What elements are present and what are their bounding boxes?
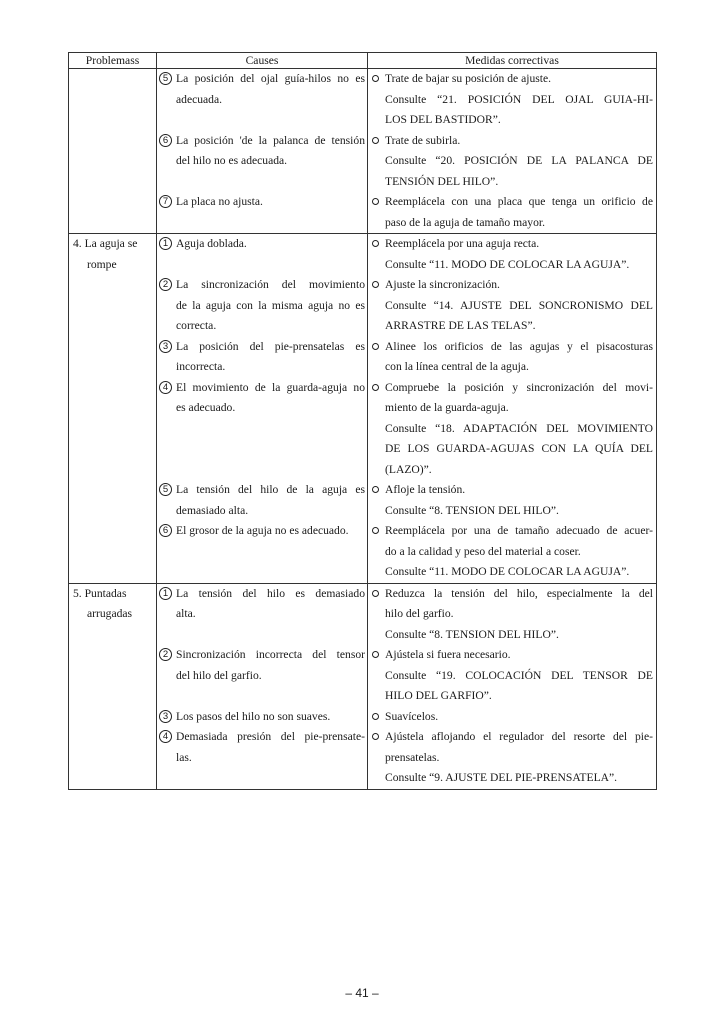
bullet-icon bbox=[372, 713, 379, 720]
circled-number: 1 bbox=[159, 237, 172, 250]
cause-text: correcta. bbox=[176, 319, 217, 332]
measure-text: paso de la aguja de tamaño mayor. bbox=[385, 215, 546, 229]
cause-text: de la aguja con la misma aguja no es bbox=[176, 298, 365, 312]
table-row bbox=[69, 583, 657, 789]
troubleshooting-table bbox=[68, 52, 657, 790]
bullet-icon bbox=[372, 651, 379, 658]
measure-text: hilo del garfio. bbox=[385, 607, 454, 620]
cause-text: del hilo del garfio. bbox=[176, 668, 262, 682]
circled-number: 2 bbox=[159, 278, 172, 291]
bullet-icon bbox=[372, 75, 379, 82]
measure-text: Trate de bajar su posición de ajuste. bbox=[385, 72, 552, 85]
measure-text: Consulte “21. POSICIÓN DEL OJAL GUIA-HI- bbox=[385, 92, 653, 106]
measure-text: Ajústela aflojando el regulador del resorte del pie- bbox=[385, 730, 653, 743]
measure-item bbox=[368, 337, 656, 378]
measures-cell bbox=[368, 583, 657, 789]
measure-item bbox=[368, 275, 656, 337]
measure-text: Ajuste la sincronización. bbox=[385, 278, 500, 291]
measure-text: Consulte “18. ADAPTACIÓN DEL MOVIMIENTO bbox=[385, 421, 653, 435]
bullet-icon bbox=[372, 281, 379, 288]
problem-text: arrugadas bbox=[87, 607, 133, 620]
measure-text: Compruebe la posición y sincronización del movi- bbox=[385, 380, 653, 394]
measure-item bbox=[368, 378, 656, 481]
measure-item bbox=[368, 584, 656, 646]
bullet-icon bbox=[372, 384, 379, 391]
bullet-icon bbox=[372, 198, 379, 205]
cause-item bbox=[157, 275, 367, 337]
measure-text: (LAZO)”. bbox=[385, 462, 432, 476]
measure-text: Consulte “20. POSICIÓN DE LA PALANCA DE bbox=[385, 154, 653, 167]
causes-cell bbox=[157, 234, 368, 584]
cause-text: El movimiento de la guarda-aguja no bbox=[176, 380, 365, 394]
bullet-icon bbox=[372, 527, 379, 534]
cause-text: La sincronización del movimiento bbox=[176, 278, 365, 291]
cause-text: Los pasos del hilo no son suaves. bbox=[176, 709, 331, 723]
bullet-icon bbox=[372, 590, 379, 597]
table-row bbox=[69, 234, 657, 584]
cause-item bbox=[157, 521, 367, 542]
cause-text: Sincronización incorrecta del tensor bbox=[176, 648, 365, 661]
measure-text: Consulte “19. COLOCACIÓN DEL TENSOR DE bbox=[385, 668, 653, 682]
problem-text: rompe bbox=[87, 257, 117, 271]
measure-text: Afloje la tensión. bbox=[385, 483, 466, 496]
cause-text: alta. bbox=[176, 607, 196, 620]
measure-text: TENSIÓN DEL HILO”. bbox=[385, 174, 499, 188]
cause-text: La posición 'de la palanca de tensión bbox=[176, 133, 365, 147]
causes-cell bbox=[157, 69, 368, 234]
circled-number: 2 bbox=[159, 648, 172, 661]
cause-text: La tensión del hilo es demasiado bbox=[176, 586, 365, 600]
cause-text: adecuada. bbox=[176, 92, 223, 106]
measure-item bbox=[368, 707, 656, 728]
circled-number: 6 bbox=[159, 134, 172, 147]
problem-cell bbox=[69, 234, 157, 584]
circled-number: 1 bbox=[159, 587, 172, 600]
header-measures: Medidas correctivas bbox=[368, 53, 657, 69]
measure-text: Trate de subirla. bbox=[385, 133, 461, 147]
measure-item bbox=[368, 645, 656, 707]
causes-cell bbox=[157, 583, 368, 789]
measure-text: con la línea central de la aguja. bbox=[385, 360, 529, 373]
measure-item bbox=[368, 480, 656, 521]
cause-item bbox=[157, 69, 367, 110]
measure-text: Alinee los orificios de las agujas y el pisacosturas bbox=[385, 339, 653, 353]
measure-text: Consulte “11. MODO DE COLOCAR LA AGUJA”. bbox=[385, 257, 630, 271]
header-causes: Causes bbox=[157, 53, 368, 69]
cause-text: Aguja doblada. bbox=[176, 237, 247, 250]
measure-text: Consulte “9. AJUSTE DEL PIE-PRENSATELA”. bbox=[385, 771, 618, 784]
measure-text: Reemplácela con una placa que tenga un orificio de bbox=[385, 195, 653, 208]
measure-text: do a la calidad y peso del material a coser. bbox=[385, 544, 581, 558]
cause-item bbox=[157, 584, 367, 625]
measure-text: Ajústela si fuera necesario. bbox=[385, 648, 511, 661]
cause-item bbox=[157, 480, 367, 521]
measure-text: HILO DEL GARFIO”. bbox=[385, 689, 492, 702]
measure-text: Reduzca la tensión del hilo, especialmente la del bbox=[385, 586, 653, 600]
circled-number: 5 bbox=[159, 72, 172, 85]
bullet-icon bbox=[372, 343, 379, 350]
measure-item bbox=[368, 234, 656, 275]
bullet-icon bbox=[372, 240, 379, 247]
cause-text: las. bbox=[176, 750, 192, 764]
measure-item bbox=[368, 727, 656, 789]
bullet-icon bbox=[372, 486, 379, 493]
measure-text: LOS DEL BASTIDOR”. bbox=[385, 113, 501, 126]
cause-text: La posición del ojal guía-hilos no es bbox=[176, 72, 365, 85]
table-header-row bbox=[69, 53, 657, 69]
cause-text: incorrecta. bbox=[176, 360, 226, 373]
circled-number: 3 bbox=[159, 710, 172, 723]
circled-number: 3 bbox=[159, 340, 172, 353]
page-number: – 41 – bbox=[345, 986, 379, 1000]
problem-text: 4. La aguja se bbox=[73, 237, 138, 250]
measure-text: Consulte “14. AJUSTE DEL SONCRONISMO DEL bbox=[385, 298, 653, 312]
cause-text: es adecuado. bbox=[176, 401, 236, 414]
cause-text: demasiado alta. bbox=[176, 503, 249, 517]
measure-text: miento de la guarda-aguja. bbox=[385, 401, 509, 414]
cause-item bbox=[157, 378, 367, 419]
cause-item bbox=[157, 131, 367, 172]
cause-item bbox=[157, 727, 367, 768]
cause-item bbox=[157, 234, 367, 255]
cause-text: El grosor de la aguja no es adecuado. bbox=[176, 524, 349, 537]
measure-text: Suavícelos. bbox=[385, 709, 439, 723]
measure-text: Reemplácela por una de tamaño adecuado de acuer- bbox=[385, 524, 653, 537]
circled-number: 7 bbox=[159, 195, 172, 208]
cause-text: La posición del pie-prensatelas es bbox=[176, 339, 365, 353]
measure-item bbox=[368, 69, 656, 131]
measures-cell bbox=[368, 69, 657, 234]
table-row bbox=[69, 69, 657, 234]
cause-item bbox=[157, 645, 367, 686]
problem-cell bbox=[69, 69, 157, 234]
bullet-icon bbox=[372, 137, 379, 144]
cause-text: La placa no ajusta. bbox=[176, 195, 263, 208]
measure-text: DE LOS GUARDA-AGUJAS CON LA QUÍA DEL bbox=[385, 442, 653, 455]
measure-text: prensatelas. bbox=[385, 750, 440, 764]
circled-number: 6 bbox=[159, 524, 172, 537]
circled-number: 4 bbox=[159, 381, 172, 394]
bullet-icon bbox=[372, 733, 379, 740]
measure-text: Consulte “8. TENSION DEL HILO”. bbox=[385, 627, 559, 641]
problem-cell bbox=[69, 583, 157, 789]
measure-item bbox=[368, 192, 656, 233]
measure-item bbox=[368, 131, 656, 193]
problem-text: 5. Puntadas bbox=[73, 586, 127, 600]
measure-text: Consulte “11. MODO DE COLOCAR LA AGUJA”. bbox=[385, 565, 630, 578]
measure-item bbox=[368, 521, 656, 583]
cause-text: Demasiada presión del pie-prensate- bbox=[176, 730, 365, 743]
header-problem: Problemass bbox=[69, 53, 157, 69]
measures-cell bbox=[368, 234, 657, 584]
cause-text: del hilo no es adecuada. bbox=[176, 154, 288, 167]
cause-item bbox=[157, 192, 367, 213]
cause-item bbox=[157, 707, 367, 728]
cause-item bbox=[157, 337, 367, 378]
circled-number: 4 bbox=[159, 730, 172, 743]
cause-text: La tensión del hilo de la aguja es bbox=[176, 483, 365, 496]
measure-text: ARRASTRE DE LAS TELAS”. bbox=[385, 319, 536, 332]
measure-text: Consulte “8. TENSION DEL HILO”. bbox=[385, 503, 559, 517]
circled-number: 5 bbox=[159, 483, 172, 496]
measure-text: Reemplácela por una aguja recta. bbox=[385, 237, 540, 250]
